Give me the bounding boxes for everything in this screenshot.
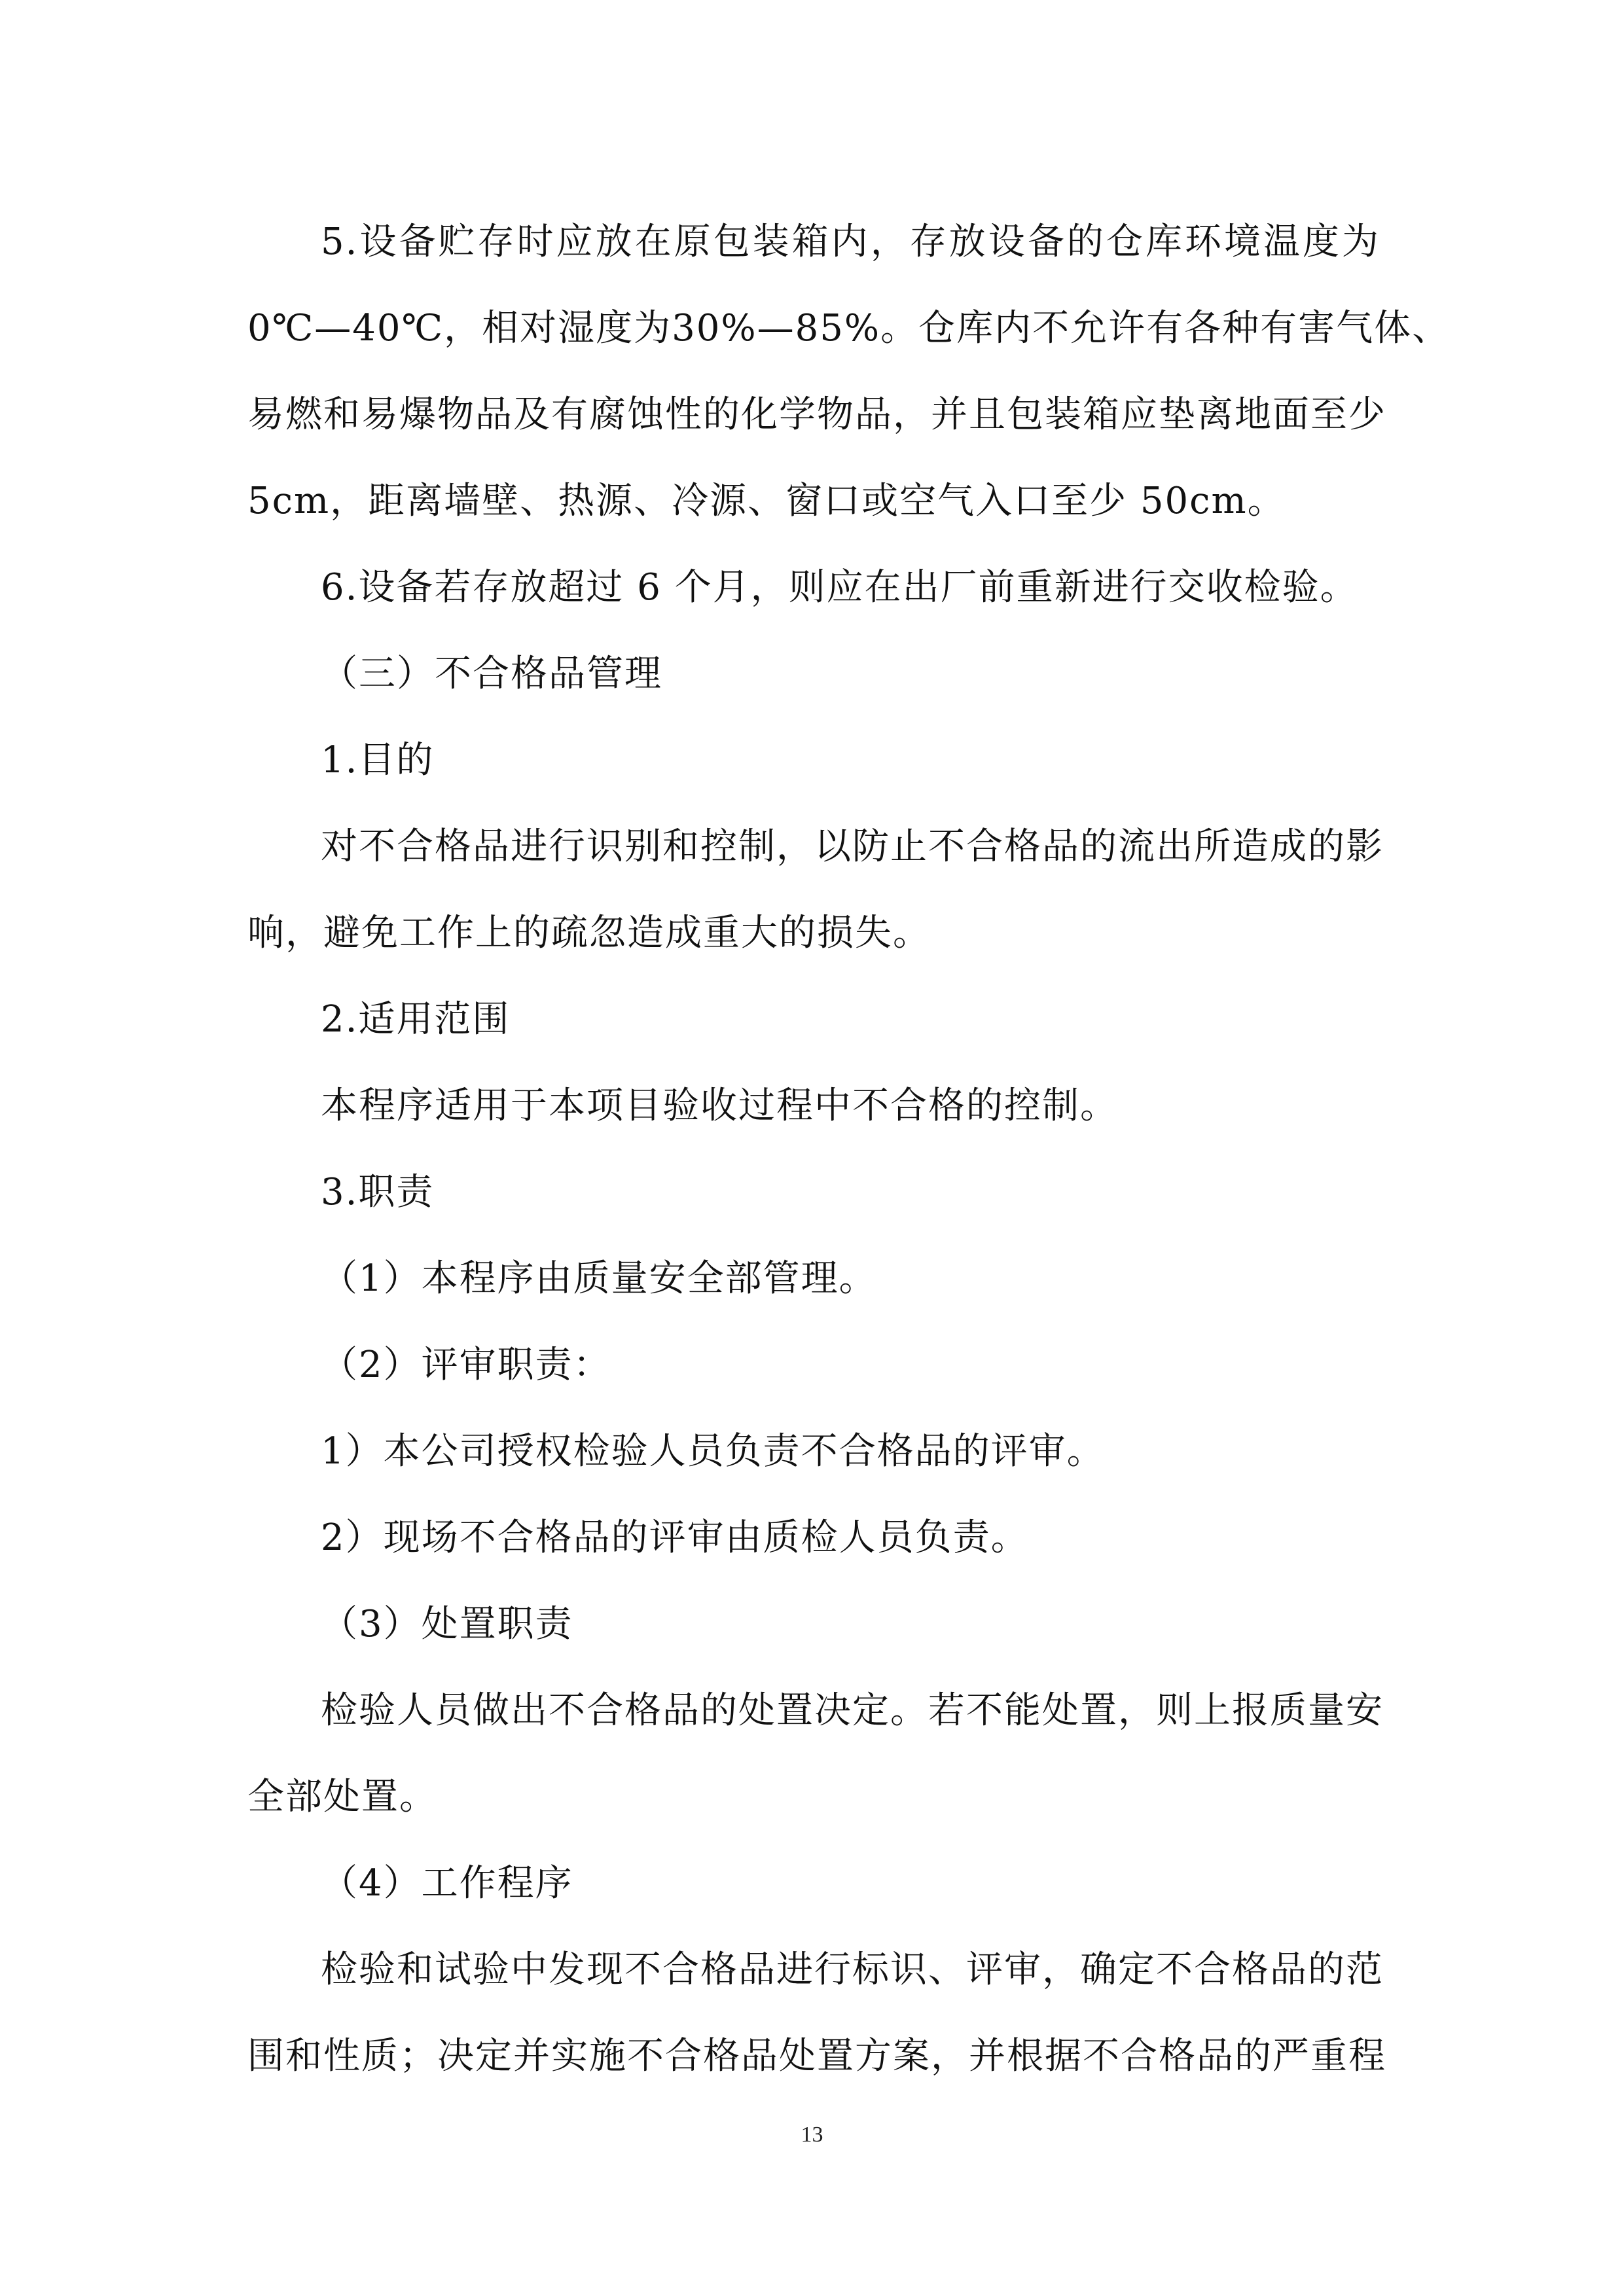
list-item: （3）处置职责 <box>321 1603 573 1645</box>
text-line: 围和性质；决定并实施不合格品处置方案，并根据不合格品的严重程 <box>247 2035 1386 2077</box>
subheading: 1.目的 <box>321 739 435 781</box>
text-line: 响，避免工作上的疏忽造成重大的损失。 <box>247 912 931 954</box>
text-line: 对不合格品进行识别和控制，以防止不合格品的流出所造成的影 <box>321 825 1384 868</box>
list-item: （2）评审职责： <box>321 1344 611 1386</box>
subheading: 2.适用范围 <box>321 998 511 1041</box>
text-line: 5cm，距离墙壁、热源、冷源、窗口或空气入口至少 50cm。 <box>247 480 1286 522</box>
text-line: 5.设备贮存时应放在原包装箱内，存放设备的仓库环境温度为 <box>321 221 1380 263</box>
list-item: 2）现场不合格品的评审由质检人员负责。 <box>321 1516 1029 1559</box>
subheading: 3.职责 <box>321 1171 435 1213</box>
text-line: 本程序适用于本项目验收过程中不合格的控制。 <box>321 1085 1118 1127</box>
text-line: 检验和试验中发现不合格品进行标识、评审，确定不合格品的范 <box>321 1948 1384 1991</box>
text-line: 6.设备若存放超过 6 个月，则应在出厂前重新进行交收检验。 <box>321 566 1358 609</box>
text-line: 易燃和易爆物品及有腐蚀性的化学物品，并且包装箱应垫离地面至少 <box>247 393 1386 436</box>
page-number: 13 <box>801 2123 823 2147</box>
section-heading: （三）不合格品管理 <box>321 653 662 695</box>
list-item: （4）工作程序 <box>321 1862 573 1905</box>
text-line: 检验人员做出不合格品的处置决定。若不能处置，则上报质量安 <box>321 1689 1384 1732</box>
list-item: （1）本程序由质量安全部管理。 <box>321 1257 877 1300</box>
text-line: 0℃—40℃，相对湿度为30%—85%。仓库内不允许有各种有害气体、 <box>247 307 1451 350</box>
list-item: 1）本公司授权检验人员负责不合格品的评审。 <box>321 1430 1105 1473</box>
text-line: 全部处置。 <box>247 1776 437 1818</box>
